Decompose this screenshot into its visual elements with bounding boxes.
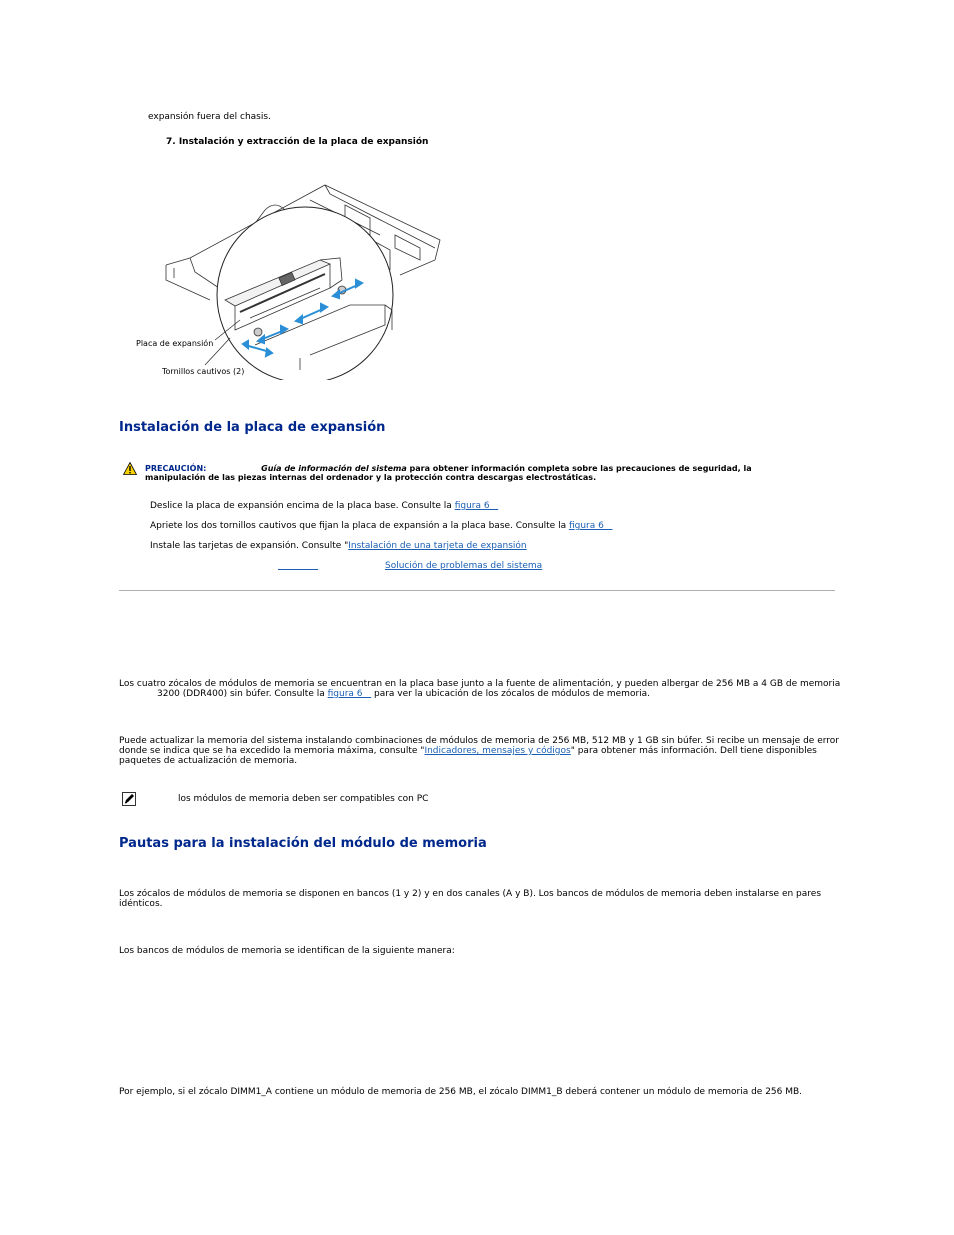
memory-para-2-text-b: " para obtener más información. Dell tiene disponibles: [570, 746, 817, 756]
memory-figure-link[interactable]: figura 6: [327, 689, 372, 699]
guidelines-para-2: Los bancos de módulos de memoria se identifican de la siguiente manera:: [119, 946, 455, 956]
caution-italic-title: Guía de información del sistema: [261, 464, 407, 473]
guidelines-para-3: Por ejemplo, si el zócalo DIMM1_A contiene un módulo de memoria de 256 MB, el zócalo DIMM1_B deberá contener un módulo de memoria de 256 MB.: [119, 1087, 803, 1097]
figure-caption: 7. Instalación y extracción de la placa de expansión: [166, 137, 429, 147]
memory-para-1-text-b: para ver la ubicación de los zócalos de módulos de memoria.: [373, 689, 651, 699]
note-text: los módulos de memoria deben ser compatibles con PC: [178, 794, 429, 804]
indicators-messages-link[interactable]: Indicadores, mensajes y códigos: [424, 746, 571, 756]
memory-para-1-line-2: [157, 689, 650, 699]
figure-label-screws: Tornillos cautivos (2): [162, 367, 245, 376]
section-heading-memory-guidelines: Pautas para la instalación del módulo de memoria: [119, 836, 487, 851]
memory-para-2-text-a: donde se indica que se ha excedido la memoria máxima, consulte ": [119, 746, 425, 756]
caution-line-2: manipulación de las piezas internas del ordenador y la protección contra descargas electrostáticas.: [145, 473, 597, 482]
figure-label-board: Placa de expansión: [136, 339, 214, 348]
step-4-blank-link[interactable]: [278, 561, 318, 571]
step-1: [150, 501, 498, 511]
install-expansion-card-link[interactable]: Instalación de una tarjeta de expansión: [348, 541, 527, 551]
section-divider: [119, 590, 835, 591]
step-2-text: Apriete los dos tornillos cautivos que fijan la placa de expansión a la placa base. Consulte la: [150, 521, 567, 531]
caution-text-1: para obtener información completa sobre las precauciones de seguridad, la: [409, 464, 752, 473]
note-icon: [122, 792, 136, 806]
memory-para-2-line-2: [119, 746, 817, 756]
continued-text: expansión fuera del chasis.: [148, 112, 271, 122]
memory-para-2-line-3: paquetes de actualización de memoria.: [119, 756, 298, 766]
memory-para-1-text-a: 3200 (DDR400) sin búfer. Consulte la: [157, 689, 325, 699]
step-1-figure-link[interactable]: figura 6: [454, 501, 499, 511]
section-heading-install-board: Instalación de la placa de expansión: [119, 420, 386, 435]
troubleshooting-link[interactable]: Solución de problemas del sistema: [385, 561, 543, 571]
step-3-text: Instale las tarjetas de expansión. Consulte ": [150, 541, 349, 551]
warning-icon: [123, 462, 137, 475]
step-1-text: Deslice la placa de expansión encima de la placa base. Consulte la: [150, 501, 452, 511]
step-2-figure-link[interactable]: figura 6: [568, 521, 613, 531]
step-3: [150, 541, 527, 551]
guidelines-para-1-line-1: Los zócalos de módulos de memoria se disponen en bancos (1 y 2) y en dos canales (A y B). Los bancos de módulos de memoria deben instalarse en pares: [119, 889, 822, 899]
memory-para-1-line-1: Los cuatro zócalos de módulos de memoria se encuentran en la placa base junto a la fuente de alimentación, y pueden albergar de 256 MB a 4 GB de memoria: [119, 679, 841, 689]
guidelines-para-1-line-2: idénticos.: [119, 899, 163, 909]
caution-label: PRECAUCIÓN:: [145, 464, 207, 473]
expansion-board-figure: [130, 180, 450, 380]
memory-para-2-line-1: Puede actualizar la memoria del sistema instalando combinaciones de módulos de memoria de 256 MB, 512 MB y 1 GB sin búfer. Si recibe un mensaje de error: [119, 736, 839, 746]
step-2: [150, 521, 612, 531]
